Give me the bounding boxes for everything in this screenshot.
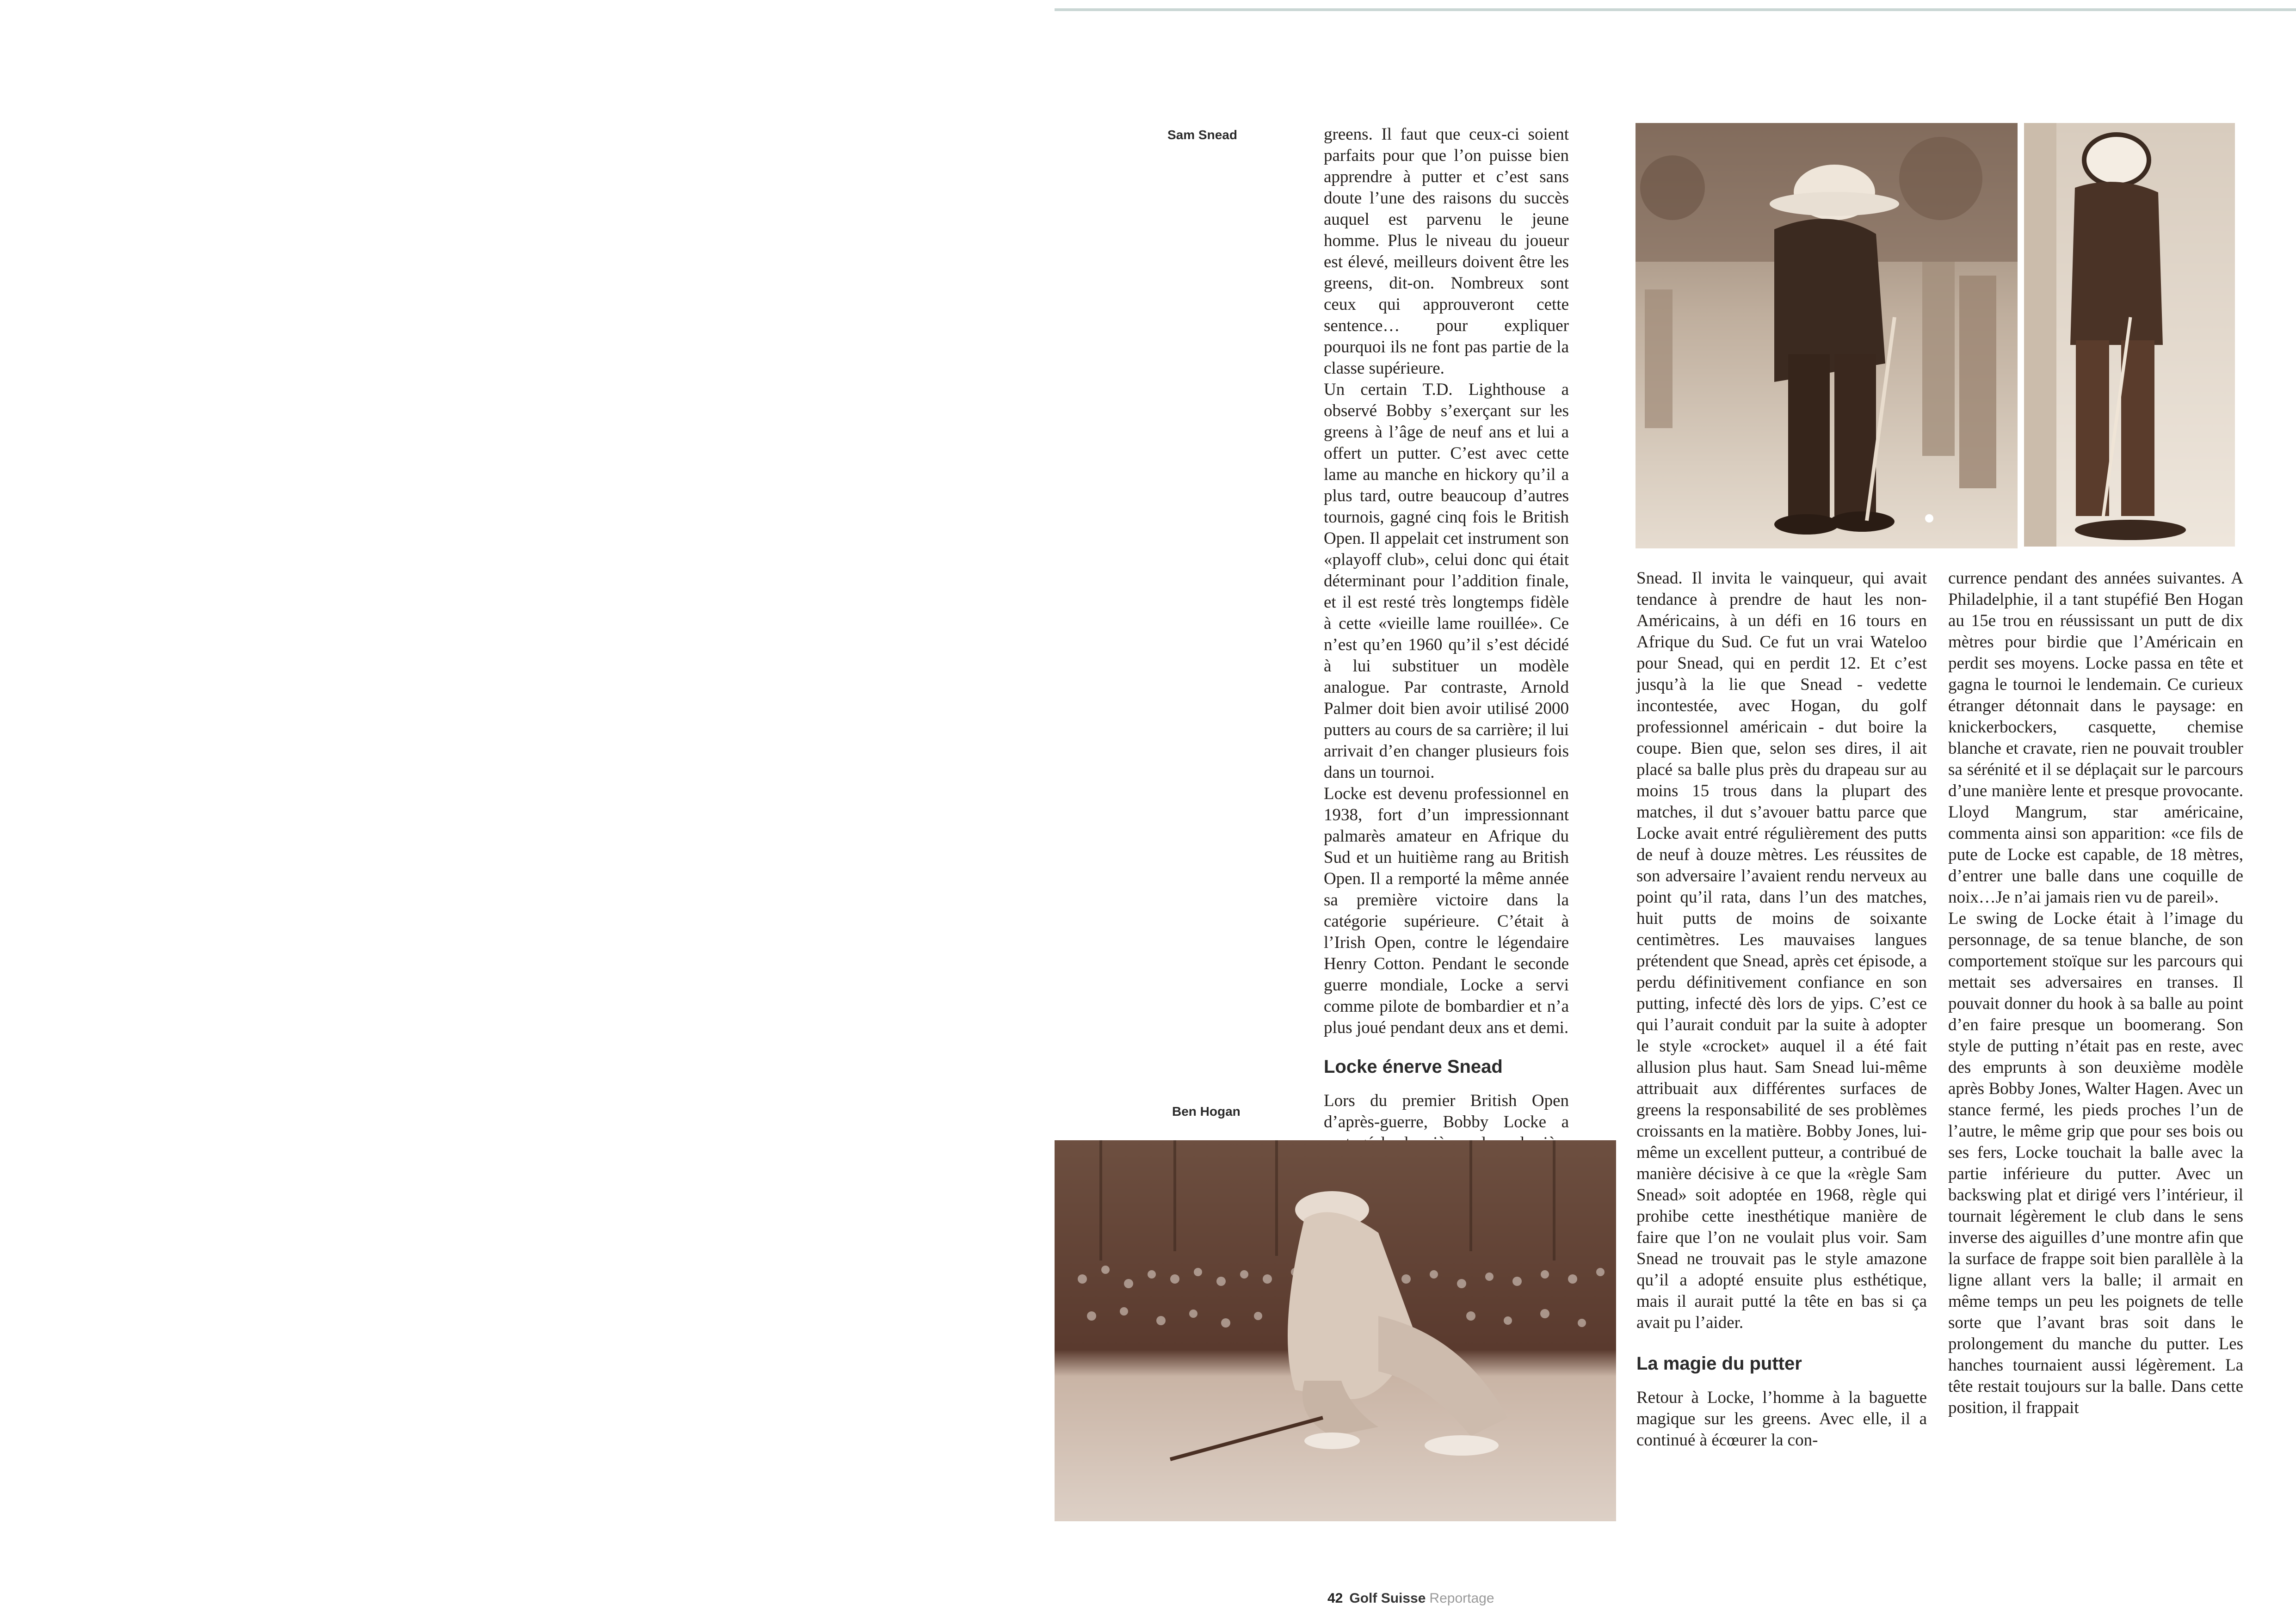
paragraph: Snead. Il invita le vainqueur, qui avait tendance à prendre de haut les non-Américains, à un défi en 16 tours en Afrique du Sud. Ce fut un vrai Wateloo pour Snead, qui en perdit 12. Et c’est jusqu’à la lie que Snead - vedette incontestée, avec Hogan, du golf professionnel américain - dut boire la coupe. Bien que, selon ses dires, il ait placé sa balle plus près du drapeau sur au moins 15 trous dans la plupart des matches, il dut s’avouer battu parce que Locke avait entré régulièrement des putts de neuf à douze mètres. Les réussites de son adversaire l’avaient rendu nerveux au point qu’il rata, dans l’un des matches, huit putts de moins de soixante centimètres. Les mauvaises langues prétendent que Snead, après cet épisode, a perdu définitivement confiance en son putting, infecté dès lors de yips. C’est ce qui l’aurait conduit par la suite à adopter le style «crocket» auquel il a été fait allusion plus haut. Sam Snead lui-même attribuait aux différentes surfaces de greens la responsabilité de ses problèmes croissants en la matière. Bobby Jones, lui-même un excellent putteur, a contribué de manière décisive à ce que la «règle Sam Snead» soit adoptée en 1968, règle qui prohibe cette inesthétique manière de faire que l’on ne voulait plus voir. Sam Snead ne trouvait pas le style amazone qu’il a adopté ensuite plus esthétique, mais il aurait putté la tête en bas si ça avait pu l’aider. <box>1636 569 1927 1332</box>
paragraph: Le swing de Locke était à l’image du personnage, de sa tenue blanche, de son comportement stoïque sur les parcours qui mettait ses adversaires en transes. Il pouvait donner du hook à sa balle au point d’en faire presque un boomerang. Son style de putting n’était pas en reste, avec des emprunts à son deuxième modèle après Bobby Jones, Walter Hagen. Avec un stance fermé, les pieds proches l’un de l’autre, le même grip que pour ses bois ou ses fers, Locke touchait la balle avec la partie inférieure du putter. Avec un backswing plat et dirigé vers l’intérieur, il tournait légèrement le club dans le sens inverse des aiguilles d’une montre afin que la surface de frappe soit bien parallèle à la ligne allant vers la balle; il armait en même temps un peu les poignets de telle sorte que l’avant bras soit dans le prolongement du manche du putter. Les hanches tournaient aussi légèrement. La tête restait toujours sur la balle. Dans cette position, il frappait <box>1948 909 2243 1417</box>
page-number: 42 <box>1327 1591 1343 1606</box>
section-heading: Locke énerve Snead <box>1324 1057 1503 1077</box>
paragraph: Retour à Locke, l’homme à la baguette magique sur les greens. Avec elle, il a continué à écœurer la con- <box>1636 1388 1927 1450</box>
photo-sam-snead-putting <box>1636 123 2018 548</box>
paragraph: greens. Il faut que ceux-ci soient parfaits pour que l’on puisse bien apprendre à putter et c’est sans doute l’une des raisons du succès auquel est parvenu le jeune homme. Plus le niveau du joueur est élevé, meilleurs doivent être les greens, dit-on. Nombreux sont ceux qui approuveront cette sentence… pour expliquer pourquoi ils ne font pas partie de la classe supérieure. <box>1324 125 1569 378</box>
section-name: Reportage <box>1429 1591 1494 1606</box>
column-2 <box>1636 568 1927 1451</box>
column-1 <box>1324 124 1569 1175</box>
top-rule <box>1055 8 2296 11</box>
magazine-name: Golf Suisse <box>1349 1591 1426 1606</box>
column-3 <box>1948 568 2243 1419</box>
page-footer <box>1327 1591 1494 1606</box>
photo-locke-crouching <box>1055 1140 1616 1521</box>
caption-ben-hogan: Ben Hogan <box>1172 1104 1241 1119</box>
paragraph: Locke est devenu professionnel en 1938, fort d’un impressionnant palmarès amateur en Afrique du Sud et un huitième rang au British Open. Il a remporté la même année sa première victoire dans la catégorie supérieure. C’était à l’Irish Open, contre le légendaire Henry Cotton. Pendant le seconde guerre mondiale, Locke a servi comme pilote de bombardier et n’a plus joué pendant deux ans et demi. <box>1324 784 1569 1037</box>
paragraph: currence pendant des années suivantes. A Philadelphie, il a tant stupéfié Ben Hogan au 15e trou en réussissant un putt de dix mètres pour birdie que l’Américain en perdit ses moyens. Locke passa en tête et gagna le tournoi le lendemain. Ce curieux étranger détonnait dans le paysage: en knickerbockers, casquette, chemise blanche et cravate, rien ne pouvait troubler sa sérénité et il se déplaçait sur le parcours d’une manière lente et presque provocante. Lloyd Mangrum, star américaine, commenta ainsi son apparition: «ce fils de pute de Locke est capable, de 18 mètres, d’entrer une balle dans une coquille de noix…Je n’ai jamais rien vu de pareil». <box>1948 569 2243 907</box>
paragraph: Un certain T.D. Lighthouse a observé Bobby s’exerçant sur les greens à l’âge de neuf ans et lui a offert un putter. C’est avec cette lame au manche en hickory qu’il a plus tard, outre beaucoup d’autres tournois, gagné cinq fois le British Open. Il appelait cet instrument son «playoff club», celui donc qui était déterminant pour l’addition finale, et il est resté très longtemps fidèle à cette «vieille lame rouillée». Ce n’est qu’en 1960 qu’il s’est décidé à lui substituer un modèle analogue. Par contraste, Arnold Palmer doit bien avoir utilisé 2000 putters au cours de sa carrière; il lui arrivait d’en changer plusieurs fois dans un tournoi. <box>1324 380 1569 782</box>
paragraph: Lors du premier British Open d’après-guerre, Bobby Locke a <box>1324 1091 1569 1131</box>
photo-putting-stance <box>2024 123 2235 547</box>
caption-sam-snead: Sam Snead <box>1167 128 1237 142</box>
section-heading: La magie du putter <box>1636 1353 1802 1374</box>
